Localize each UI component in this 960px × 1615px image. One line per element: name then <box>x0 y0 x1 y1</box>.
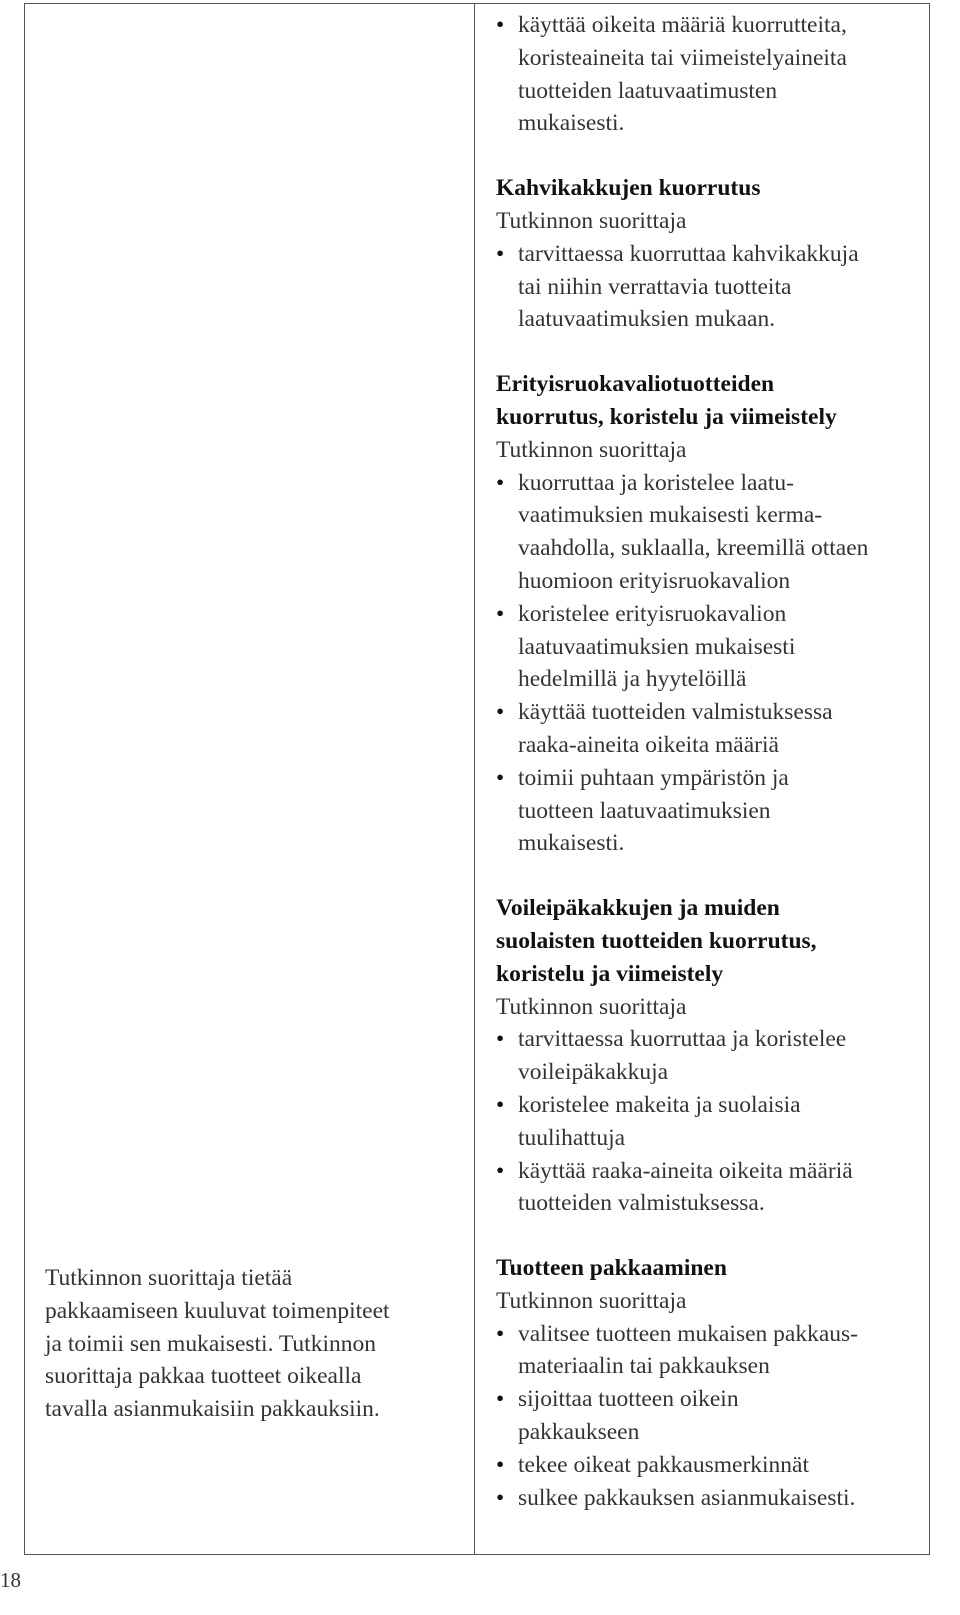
list-item: • sulkee pakkauksen asianmukaisesti. <box>496 1482 921 1515</box>
section-heading: Kahvikakkujen kuorrutus <box>496 175 761 202</box>
bullet-list <box>496 1318 921 1515</box>
list-item: • tekee oikeat pakkausmerkinnät <box>496 1449 921 1482</box>
intro-section <box>496 9 921 140</box>
section-erityisruokavaliotuotteiden <box>496 368 921 860</box>
section-subheading: Tutkinnon suorittaja <box>496 436 687 463</box>
section-heading: Voileipäkakkujen ja muiden suolaisten tuotteiden kuorrutus, koristelu ja viimeistely <box>496 895 817 987</box>
list-item: • sijoittaa tuotteen oikein pakkaukseen <box>496 1383 921 1449</box>
section-subheading: Tutkinnon suorittaja <box>496 207 687 234</box>
right-column <box>496 9 921 1514</box>
section-tuotteen-pakkaaminen <box>496 1252 921 1514</box>
section-kahvikakkujen-kuorrutus <box>496 172 921 336</box>
list-item: • koristelee makeita ja suolaisia tuulihattuja <box>496 1089 921 1155</box>
column-divider <box>474 3 475 1555</box>
list-item: • kuorruttaa ja koristelee laatu- vaatimuksien mukaisesti kerma- vaahdolla, suklaalla, kreemillä ottaen huomioon erityisruokavalion <box>496 467 921 598</box>
section-subheading: Tutkinnon suorittaja <box>496 1287 687 1314</box>
left-column-text: Tutkinnon suorittaja tietää pakkaamiseen kuuluvat toimenpiteet ja toimii sen mukaisesti. Tutkinnon suorittaja pakkaa tuotteet oikealla tavalla asianmukaisiin pakkauksiin. <box>45 1265 390 1423</box>
list-item: • tarvittaessa kuorruttaa ja koristelee voileipäkakkuja <box>496 1023 921 1089</box>
section-subheading: Tutkinnon suorittaja <box>496 993 687 1020</box>
list-item: • koristelee erityisruokavalion laatuvaatimuksien mukaisesti hedelmillä ja hyytelöillä <box>496 598 921 696</box>
bullet-list <box>496 467 921 861</box>
section-heading: Tuotteen pakkaaminen <box>496 1255 727 1282</box>
section-heading: Erityisruokavaliotuotteiden kuorrutus, koristelu ja viimeistely <box>496 371 837 430</box>
list-item: • käyttää tuotteiden valmistuksessa raaka-aineita oikeita määriä <box>496 696 921 762</box>
bullet-list <box>496 1023 921 1220</box>
list-item: • valitsee tuotteen mukaisen pakkaus- materiaalin tai pakkauksen <box>496 1318 921 1384</box>
list-item: • käyttää raaka-aineita oikeita määriä tuotteiden valmistuksessa. <box>496 1155 921 1221</box>
bullet-list <box>496 238 921 336</box>
page-number: 18 <box>0 1568 21 1592</box>
list-item: • tarvittaessa kuorruttaa kahvikakkuja tai niihin verrattavia tuotteita laatuvaatimuksien mukaan. <box>496 238 921 336</box>
section-voileipakakkujen <box>496 892 921 1220</box>
intro-bullet-list <box>496 9 921 140</box>
list-item: • käyttää oikeita määriä kuorrutteita, koristeaineita tai viimeistelyaineita tuotteiden laatuvaatimusten mukaisesti. <box>496 9 921 140</box>
list-item: • toimii puhtaan ympäristön ja tuotteen laatuvaatimuksien mukaisesti. <box>496 762 921 860</box>
